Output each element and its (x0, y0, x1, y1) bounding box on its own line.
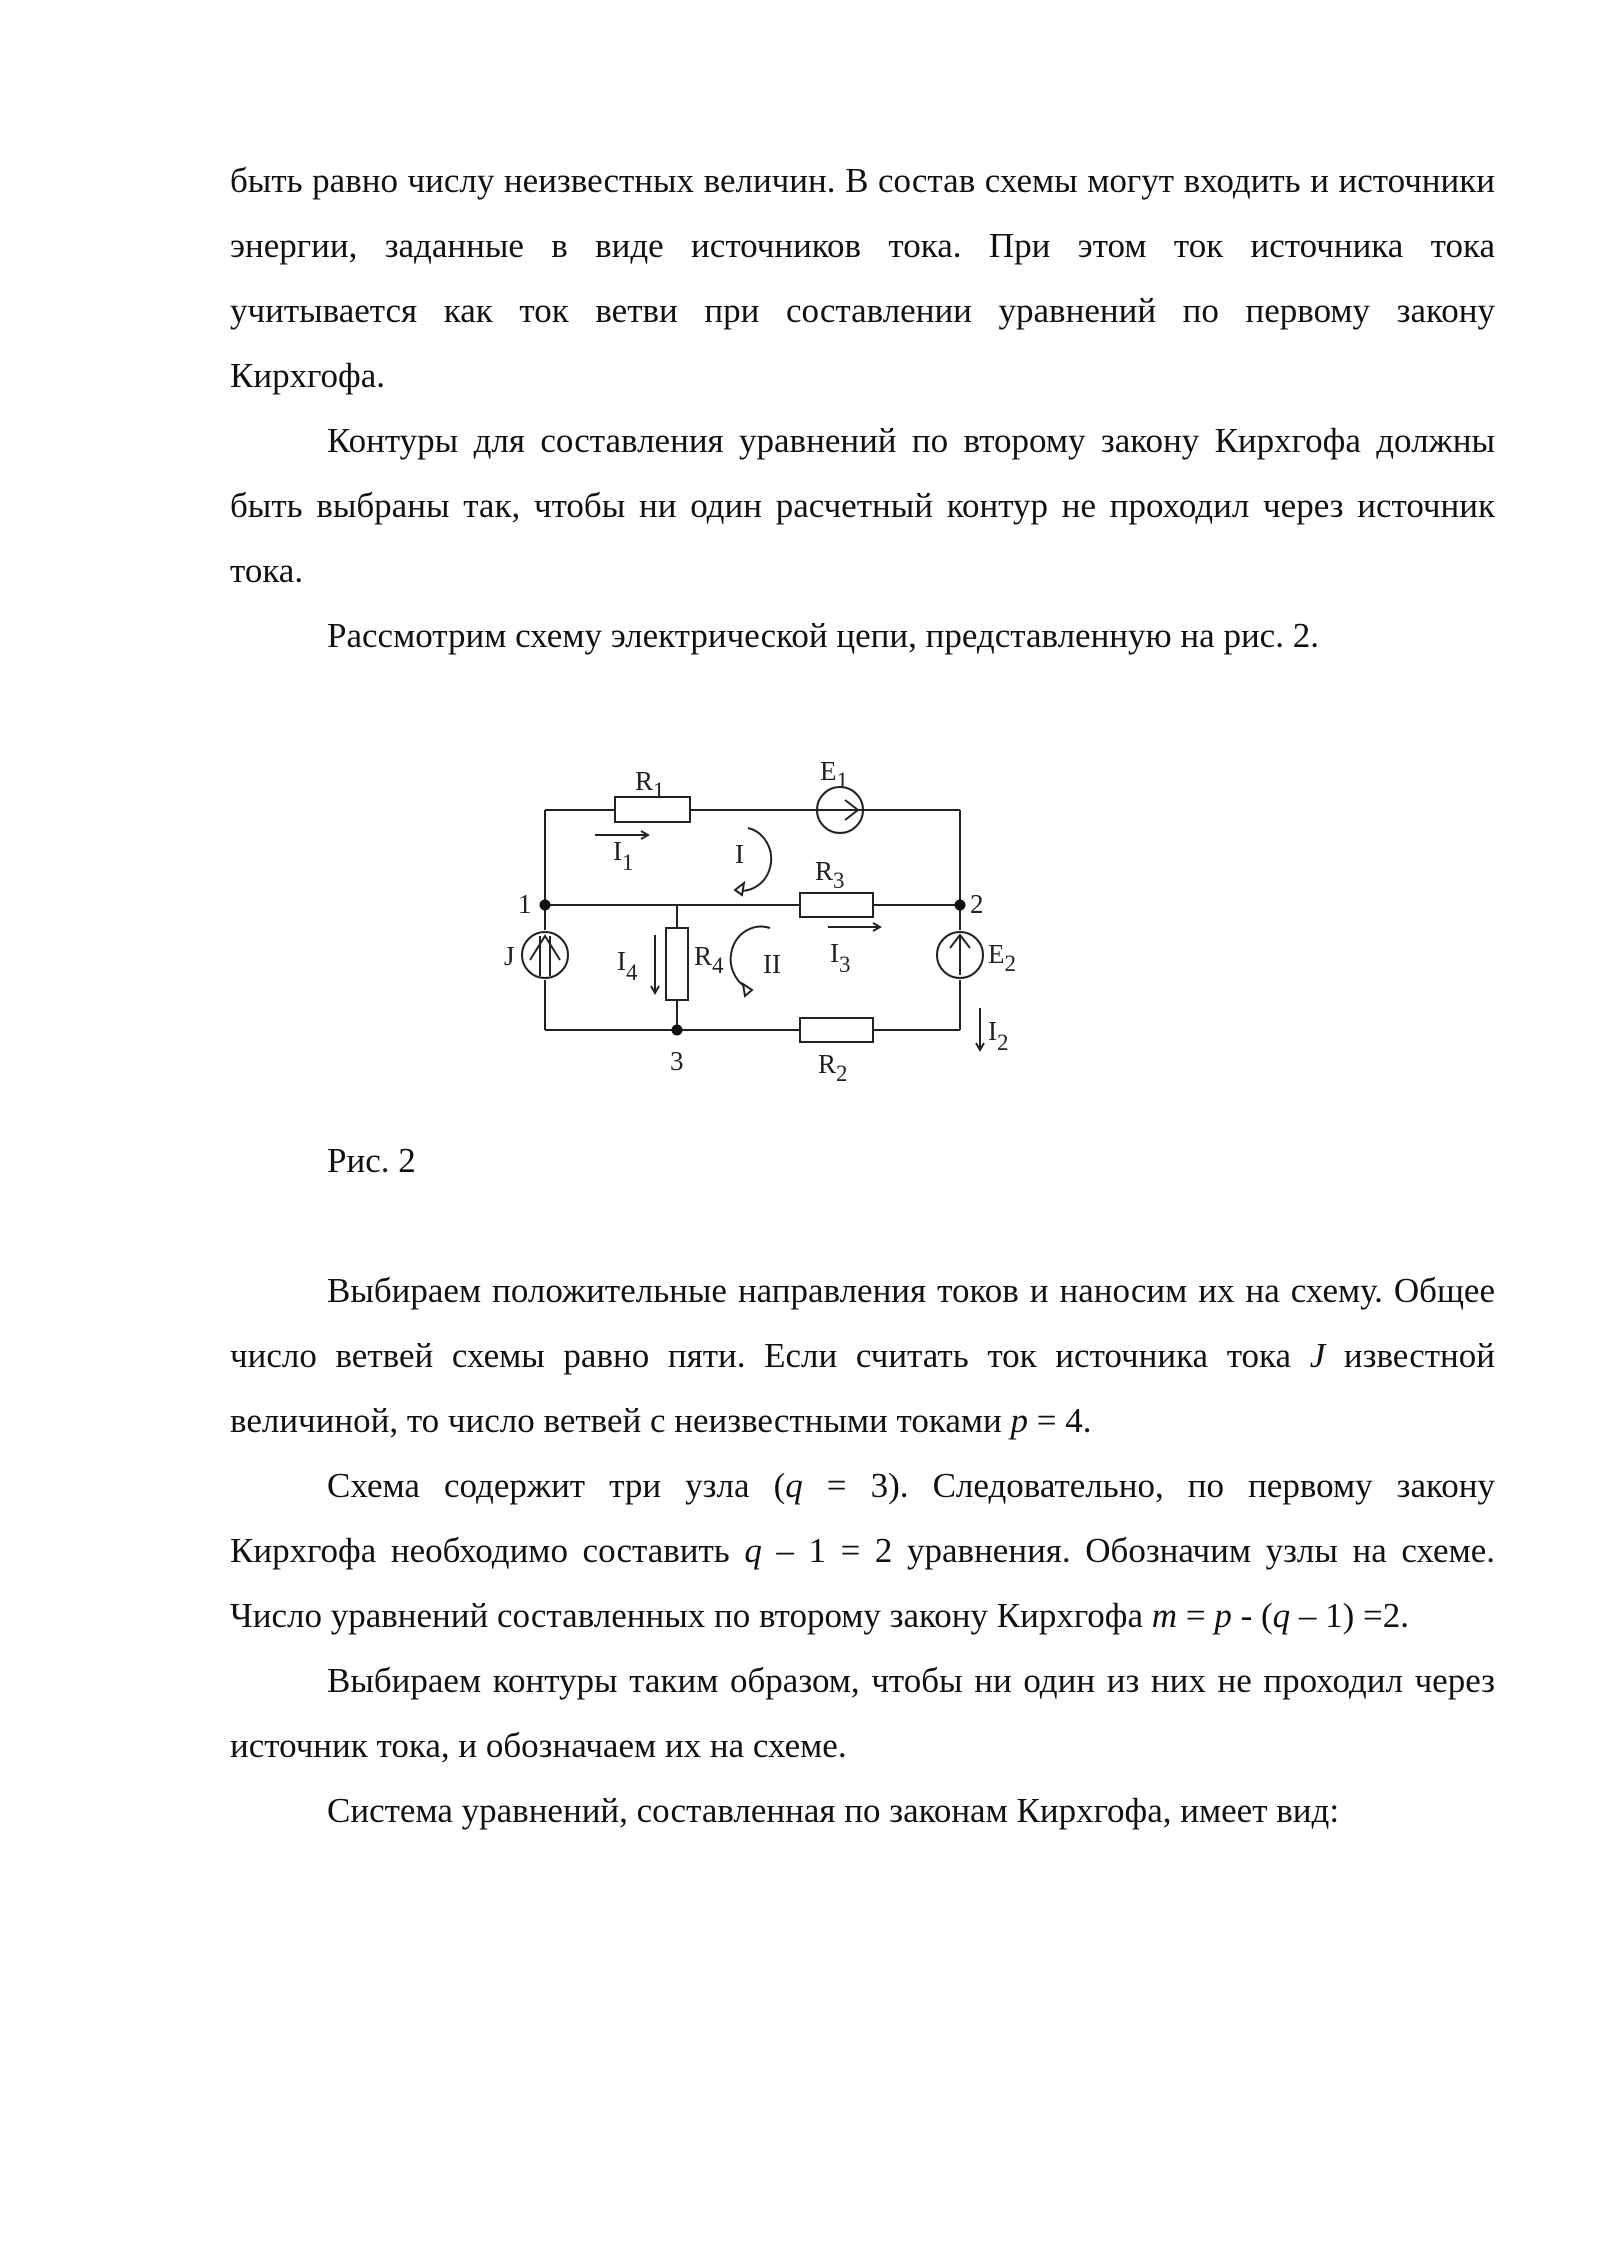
label-node-3: 3 (670, 1046, 684, 1076)
resistor-r2 (800, 1018, 873, 1042)
node-1-dot (540, 900, 551, 911)
node-3-dot (672, 1025, 683, 1036)
label-node-2: 2 (970, 889, 984, 919)
paragraph-7: Система уравнений, составленная по законам Кирхгофа, имеет вид: (327, 1791, 1340, 1830)
figure-caption: Рис. 2 (327, 1141, 416, 1180)
label-r1: R1 (635, 766, 665, 803)
label-i4: I4 (617, 946, 638, 985)
paragraph-4: Выбираем положительные направления токов и наносим их на схему. Общее число ветвей схемы равно пяти. Если считать ток источника тока J известной величиной, то число ветвей с неизвестными токами p = 4. (230, 1271, 1496, 1440)
paragraph-5: Схема содержит три узла (q = 3). Следовательно, по первому закону Кирхгофа необходимо составить q – 1 = 2 уравнения. Обозначим узлы на схеме. Число уравнений составленных по второму закону Кирхгофа m = p - (q – 1) =2. (230, 1466, 1495, 1635)
resistor-r3 (800, 893, 873, 917)
label-loop-2: II (763, 949, 781, 979)
label-i1: I1 (613, 836, 634, 875)
label-j: J (504, 941, 515, 971)
label-e2: E2 (988, 939, 1016, 976)
label-i3: I3 (830, 938, 851, 977)
node-2-dot (955, 900, 966, 911)
circuit-diagram (480, 730, 1040, 1100)
current-source-j (522, 932, 568, 978)
label-e1: E1 (820, 756, 848, 793)
text-block-top (230, 148, 1495, 668)
label-i2: I2 (988, 1016, 1009, 1055)
paragraph-6: Выбираем контуры таким образом, чтобы ни один из них не проходил через источник тока, и обозначаем их на схеме. (230, 1661, 1495, 1765)
resistor-r4 (666, 928, 688, 1000)
label-r4: R4 (694, 941, 724, 978)
label-node-1: 1 (518, 889, 532, 919)
paragraph-1: быть равно числу неизвестных величин. В состав схемы могут входить и источники энергии, заданные в виде источников тока. При этом ток источника тока учитывается как ток ветви при составлении уравнений по первому закону Кирхгофа. (230, 161, 1495, 395)
label-r3: R3 (815, 856, 845, 893)
paragraph-2: Контуры для составления уравнений по второму закону Кирхгофа должны быть выбраны так, чтобы ни один расчетный контур не проходил через источник тока. (230, 421, 1495, 590)
j-arrow-head (530, 936, 560, 960)
label-loop-1: I (735, 839, 744, 869)
label-r2: R2 (818, 1049, 848, 1086)
loop-1-arrow-head (735, 883, 744, 895)
paragraph-3: Рассмотрим схему электрической цепи, представленную на рис. 2. (327, 616, 1319, 655)
loop-2-arrow-head (743, 984, 752, 996)
text-block-bottom (230, 1258, 1495, 1843)
